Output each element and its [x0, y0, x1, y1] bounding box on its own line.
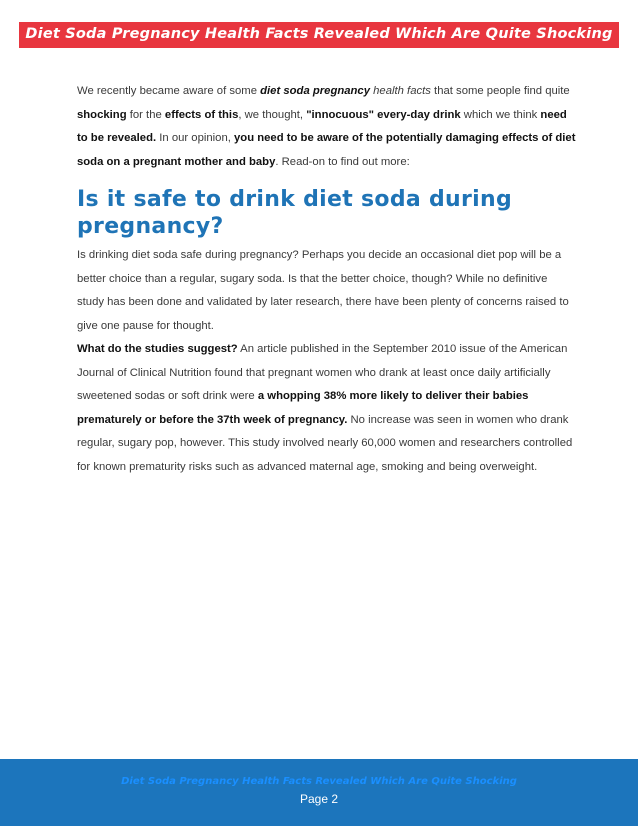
- intro-text: which we think: [460, 108, 541, 121]
- section-paragraph-2: [77, 338, 577, 479]
- section-text: No increase was seen in women who drank regular, sugary pop, however. This study involved nearly 60,000 women and researchers controlled for known prematurity risks such as advanced maternal age, smoking and being overweight.: [77, 413, 573, 473]
- header-banner: [19, 22, 619, 48]
- intro-paragraph: [77, 80, 577, 174]
- intro-text: for the: [126, 108, 165, 121]
- intro-text: . Read-on to find out more:: [275, 155, 410, 168]
- page-number: Page 2: [299, 792, 339, 806]
- page-content: [77, 80, 577, 479]
- intro-bold: need to be revealed.: [77, 108, 567, 144]
- studies-question: What do the studies suggest?: [77, 343, 238, 355]
- intro-text: We recently became aware of some: [77, 85, 261, 97]
- section-bold: a whopping 38% more likely to deliver their babies prematurely or before the 37th week of pregnancy.: [77, 390, 529, 426]
- intro-text: In our opinion,: [156, 132, 235, 144]
- header-title: Diet Soda Pregnancy Health Facts Revealed Which Are Quite Shocking: [25, 26, 613, 42]
- intro-italic: health facts: [370, 85, 431, 97]
- section-paragraph-1: Is drinking diet soda safe during pregnancy? Perhaps you decide an occasional diet pop will be a better choice than a regular, sugary soda. Is that the better choice, though? While no definitive study has been done and validated by later research, there have been plenty of concerns raised to give one pause for thought.: [77, 249, 569, 332]
- intro-bold: "innocuous" every-day drink: [306, 108, 461, 121]
- section-heading: Is it safe to drink diet soda during pregnancy?: [77, 187, 512, 239]
- intro-text: that some people find quite: [430, 85, 570, 97]
- section-text: An article published in the September 2010 issue of the American Journal of Clinical Nutrition found that pregnant women who drank at least once daily artificially sweetened sodas or soft drink were: [77, 343, 568, 402]
- intro-emphasis: diet soda pregnancy: [260, 85, 370, 97]
- intro-bold: shocking: [77, 108, 127, 121]
- intro-bold: effects of this: [164, 108, 239, 121]
- footer-bar: [0, 759, 638, 826]
- intro-bold: you need to be aware of the potentially damaging effects of diet soda on a pregnant mother and baby: [77, 132, 576, 168]
- footer-title: Diet Soda Pregnancy Health Facts Revealed Which Are Quite Shocking: [121, 776, 517, 787]
- intro-text: , we thought,: [238, 108, 307, 121]
